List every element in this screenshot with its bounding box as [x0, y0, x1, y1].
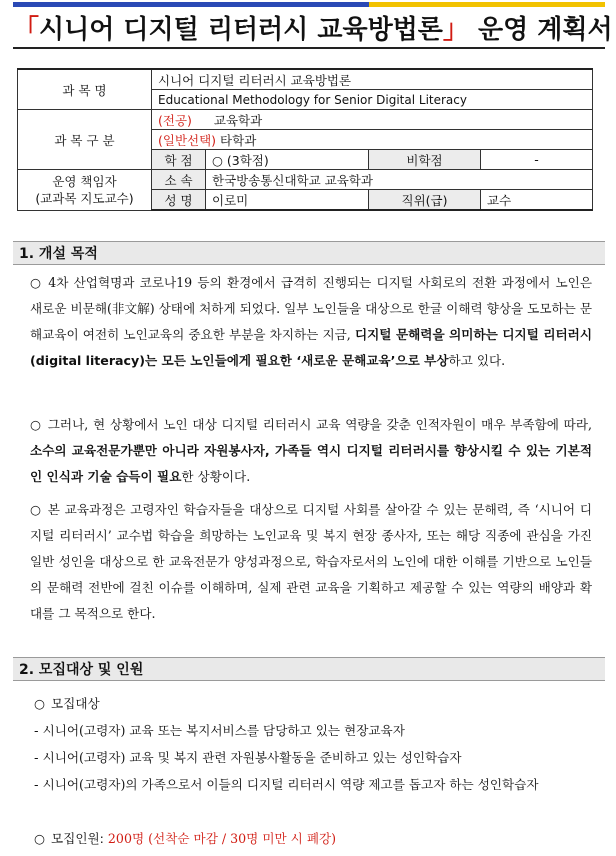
bullet-circle-icon: ○	[34, 696, 45, 711]
noncredit-label: 비학점	[369, 150, 481, 170]
purpose-paragraph-3: ○ 본 교육과정은 고령자인 학습자들을 대상으로 디지털 사회를 살아갈 수 있는 문해력, 즉 ‘시니어 디지털 리터러시’ 교수법 학습을 희망하는 노인교육 및 복지 현장 종사자, 또는 해당 직종에 관심을 가진 일반 성인을 대상으로 한 교육전문가 양성과정으로, 학습자로서의 노인에 대한 이해를 기반으로 노인들의 문해력 전반에 걸친 이슈를 이해하며, 실제 관련 교육을 기획하고 제공할 수 있는 역량의 배양과 확대를 그 목적으로 한다.	[30, 502, 592, 621]
purpose-paragraph-2: ○ 그러나, 현 상황에서 노인 대상 디지털 리터러시 교육 역량을 갖춘 인적자원이 매우 부족함에 따라, 소수의 교육전문가뿐만 아니라 자원봉사자, 가족들 역시 디지털 리터러시를 향상시킬 수 있는 기본적인 인식과 기술 습득이 필요한 상황이다.	[30, 417, 592, 484]
major-tag: (전공)	[158, 112, 192, 128]
section-1-heading: 1. 개설 목적	[13, 241, 605, 265]
position-value: 교수	[481, 190, 593, 211]
title-rule-blue	[13, 2, 369, 7]
quota-value: 200명 (선착순 마감 / 30명 미만 시 폐강)	[107, 831, 337, 846]
section-2-heading: 2. 모집대상 및 인원	[13, 657, 605, 681]
title-bar	[13, 0, 613, 52]
target-item-3: - 시니어(고령자)의 가족으로서 이들의 디지털 리터러시 역량 제고를 돕고자 하는 성인학습자	[34, 777, 539, 792]
affiliation-label: 소 속	[152, 170, 206, 190]
name-value: 이로미	[206, 190, 369, 211]
credit-value: ○ (3학점)	[206, 150, 369, 170]
subject-ko: 시니어 디지털 리터러시 교육방법론	[152, 69, 593, 90]
purpose-paragraph-1: ○ 4차 산업혁명과 코로나19 등의 환경에서 급격히 진행되는 디지털 사회로의 전환 과정에서 노인은 새로운 비문해(非文解) 상태에 처하게 되었다. 일부 노인들을 대상으로 한글 이해력 향상을 도모하는 문해교육이 여전히 노인교육의 중요한 부분을 차지하는 지금, 디지털 문해력을 의미하는 디지털 리터러시(digital literacy)는 모든 노인들에게 필요한 ‘새로운 문해교육’으로 부상하고 있다.	[30, 275, 592, 368]
bullet-circle-icon: ○	[30, 417, 42, 432]
bullet-circle-icon: ○	[30, 502, 42, 517]
target-item-2: - 시니어(고령자) 교육 및 복지 관련 자원봉사활동을 준비하고 있는 성인학습자	[34, 750, 462, 765]
course-info-table	[17, 68, 593, 211]
category-major	[152, 110, 593, 130]
subject-label: 과 목 명	[18, 69, 152, 110]
category-label: 과 목 구 분	[18, 110, 152, 170]
page-title: 「시니어 디지털 리터러시 교육방법론」 운영 계획서	[13, 15, 613, 45]
noncredit-value: -	[481, 150, 593, 170]
dash-icon: -	[34, 750, 39, 765]
name-label: 성 명	[152, 190, 206, 211]
affiliation-value: 한국방송통신대학교 교육학과	[206, 170, 593, 190]
manager-label: 운영 책임자 (교과목 지도교수)	[18, 170, 152, 211]
subject-en: Educational Methodology for Senior Digital Literacy	[152, 90, 593, 110]
elective-tag: (일반선택)	[158, 132, 217, 148]
dash-icon: -	[34, 777, 39, 792]
major-value: 교육학과	[213, 112, 263, 128]
bullet-circle-icon: ○	[30, 275, 43, 290]
bullet-circle-icon: ○	[34, 831, 45, 846]
title-underline	[13, 47, 605, 49]
credit-label: 학 점	[152, 150, 206, 170]
category-elective	[152, 130, 593, 150]
target-heading: ○ 모집대상	[34, 696, 100, 711]
dash-icon: -	[34, 723, 39, 738]
target-item-1: - 시니어(고령자) 교육 또는 복지서비스를 담당하고 있는 현장교육자	[34, 723, 405, 738]
position-label: 직위(급)	[369, 190, 481, 211]
elective-value: 타학과	[220, 132, 257, 148]
quota-line: ○ 모집인원: 200명 (선착순 마감 / 30명 미만 시 폐강)	[34, 831, 337, 846]
title-rule-yellow	[369, 2, 605, 7]
